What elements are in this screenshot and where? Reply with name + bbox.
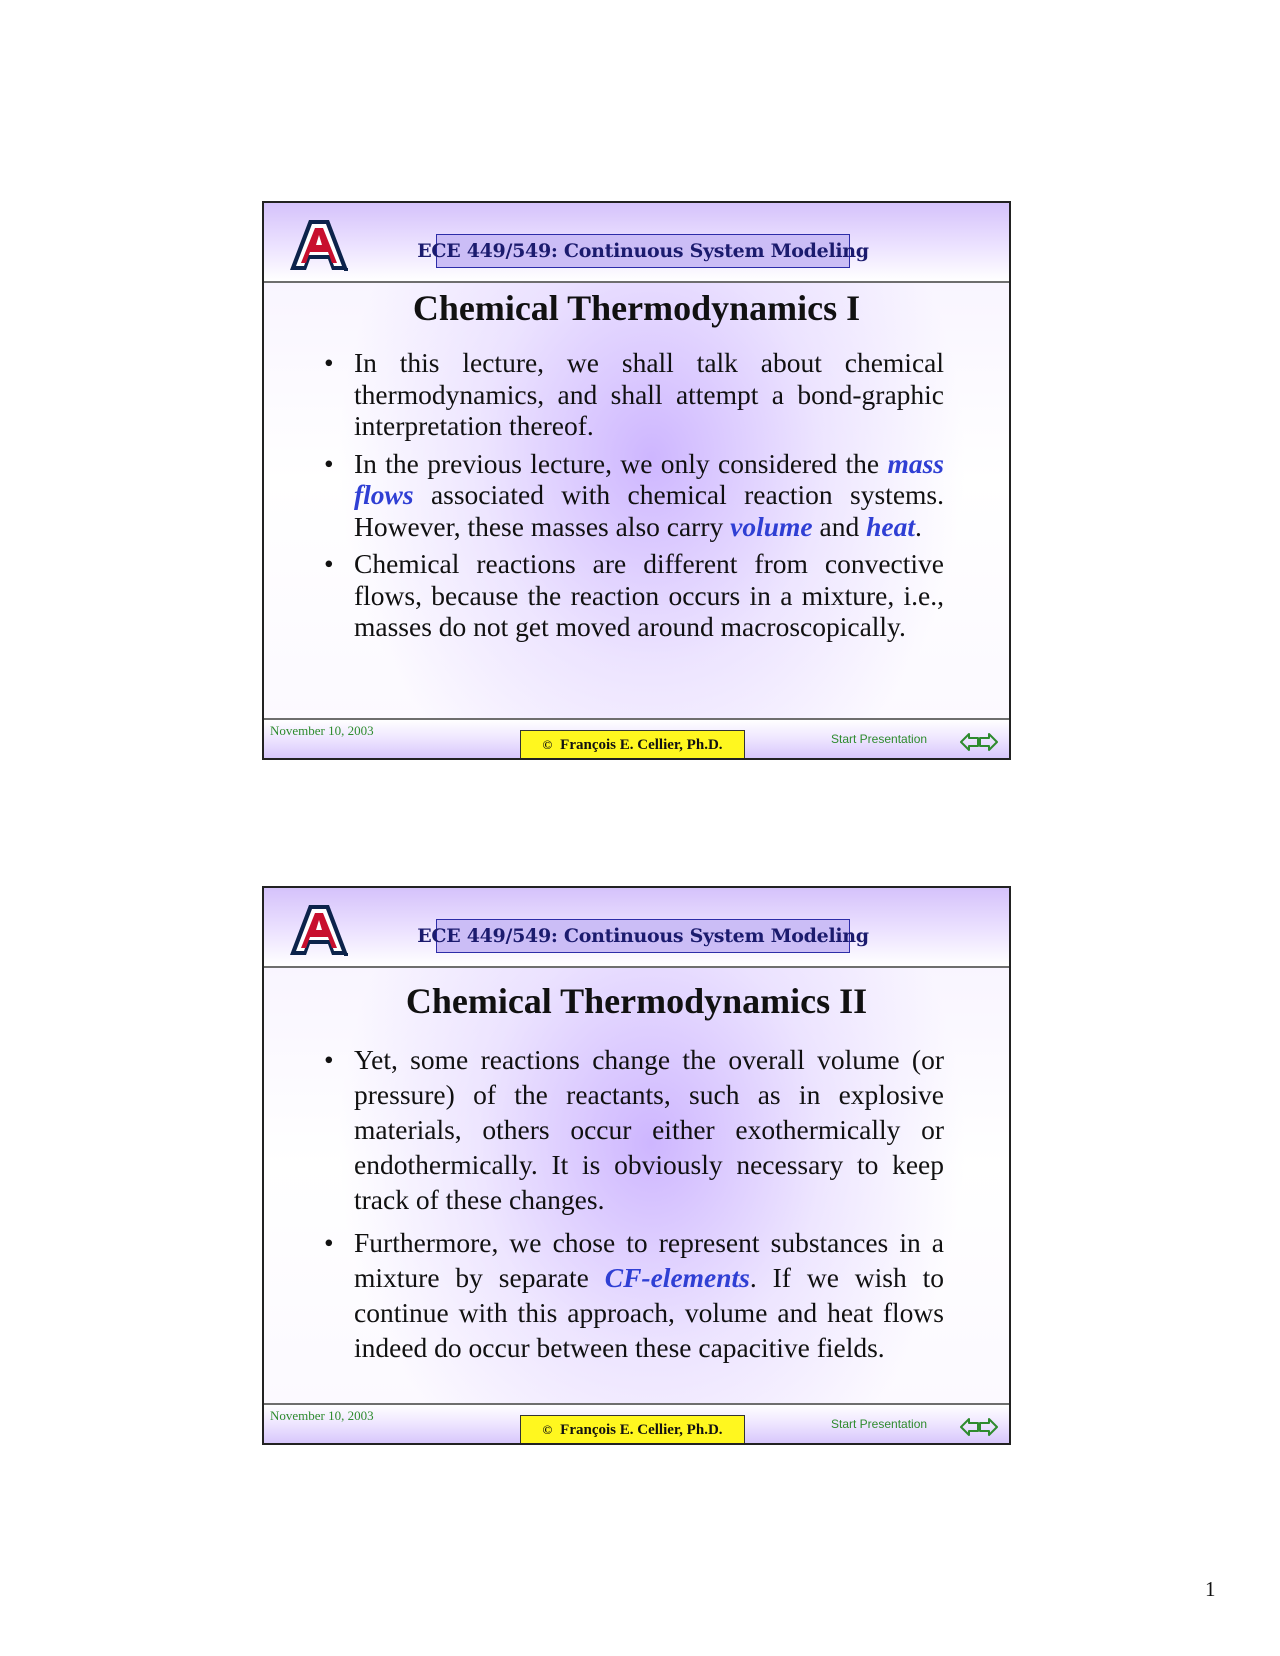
- slide-header: [264, 203, 1009, 283]
- university-logo-icon: [286, 903, 352, 959]
- author-name: François E. Cellier, Ph.D.: [560, 1421, 723, 1438]
- copyright-icon: ©: [542, 737, 553, 752]
- bullet-item: [324, 1225, 944, 1365]
- emphasis-mass-flows: mass flows: [354, 447, 944, 510]
- footer-date: November 10, 2003: [270, 723, 374, 738]
- university-logo-icon: [286, 218, 352, 274]
- emphasis-heat: heat: [866, 510, 915, 542]
- bullet-text: associated with chemical reaction systems. However, these masses also carry: [354, 479, 944, 542]
- copyright-icon: ©: [542, 1422, 553, 1437]
- slide-title: Chemical Thermodynamics II: [405, 981, 868, 1021]
- bullet-item: [324, 347, 944, 442]
- footer-date: November 10, 2003: [270, 1408, 374, 1423]
- nav-arrows-icon[interactable]: [960, 1415, 998, 1439]
- bullet-list: [324, 1042, 944, 1373]
- bullet-text: In the previous lecture, we only considered the: [354, 447, 888, 479]
- bullet-text: In this lecture, we shall talk about chemical thermodynamics, and shall attempt a bond-graphic interpretation thereof.: [354, 347, 944, 441]
- nav-arrows-icon[interactable]: [960, 730, 998, 754]
- bullet-text: Yet, some reactions change the overall volume (or pressure) of the reactants, such as in explosive materials, others occur either exothermically or endothermically. It is obviously necessary to keep track of these changes.: [354, 1044, 944, 1215]
- bullet-text: Chemical reactions are different from convective flows, because the reaction occurs in a mixture, i.e., masses do not get moved around macroscopically.: [354, 548, 944, 642]
- course-header: ECE 449/549: Continuous System Modeling: [436, 234, 850, 268]
- emphasis-cf-elements: CF-elements: [604, 1262, 750, 1293]
- slide-1: [262, 201, 1011, 760]
- start-presentation-link[interactable]: Start Presentation: [831, 1417, 928, 1431]
- bullet-text: Furthermore, we chose to represent substances in a mixture by separate: [354, 1227, 944, 1293]
- slide-title: Chemical Thermodynamics I: [412, 288, 861, 328]
- bullet-item: [324, 1042, 944, 1217]
- bullet-item: [324, 548, 944, 643]
- start-presentation-link[interactable]: Start Presentation: [831, 732, 928, 746]
- slide-footer: [264, 1403, 1009, 1445]
- bullet-list: [324, 347, 944, 649]
- copyright-notice: [520, 730, 745, 760]
- slide-footer: [264, 718, 1009, 760]
- page-number: 1: [1205, 1577, 1216, 1601]
- bullet-text: . If we wish to continue with this approach, volume and heat flows indeed do occur between these capacitive fields.: [354, 1262, 944, 1363]
- bullet-text: .: [914, 510, 922, 542]
- slide-2: [262, 886, 1011, 1445]
- author-name: François E. Cellier, Ph.D.: [560, 736, 723, 753]
- course-header: ECE 449/549: Continuous System Modeling: [436, 919, 850, 953]
- copyright-notice: [520, 1415, 745, 1445]
- bullet-item: [324, 448, 944, 543]
- slide-header: [264, 888, 1009, 968]
- bullet-text: and: [812, 510, 867, 542]
- emphasis-volume: volume: [730, 510, 813, 542]
